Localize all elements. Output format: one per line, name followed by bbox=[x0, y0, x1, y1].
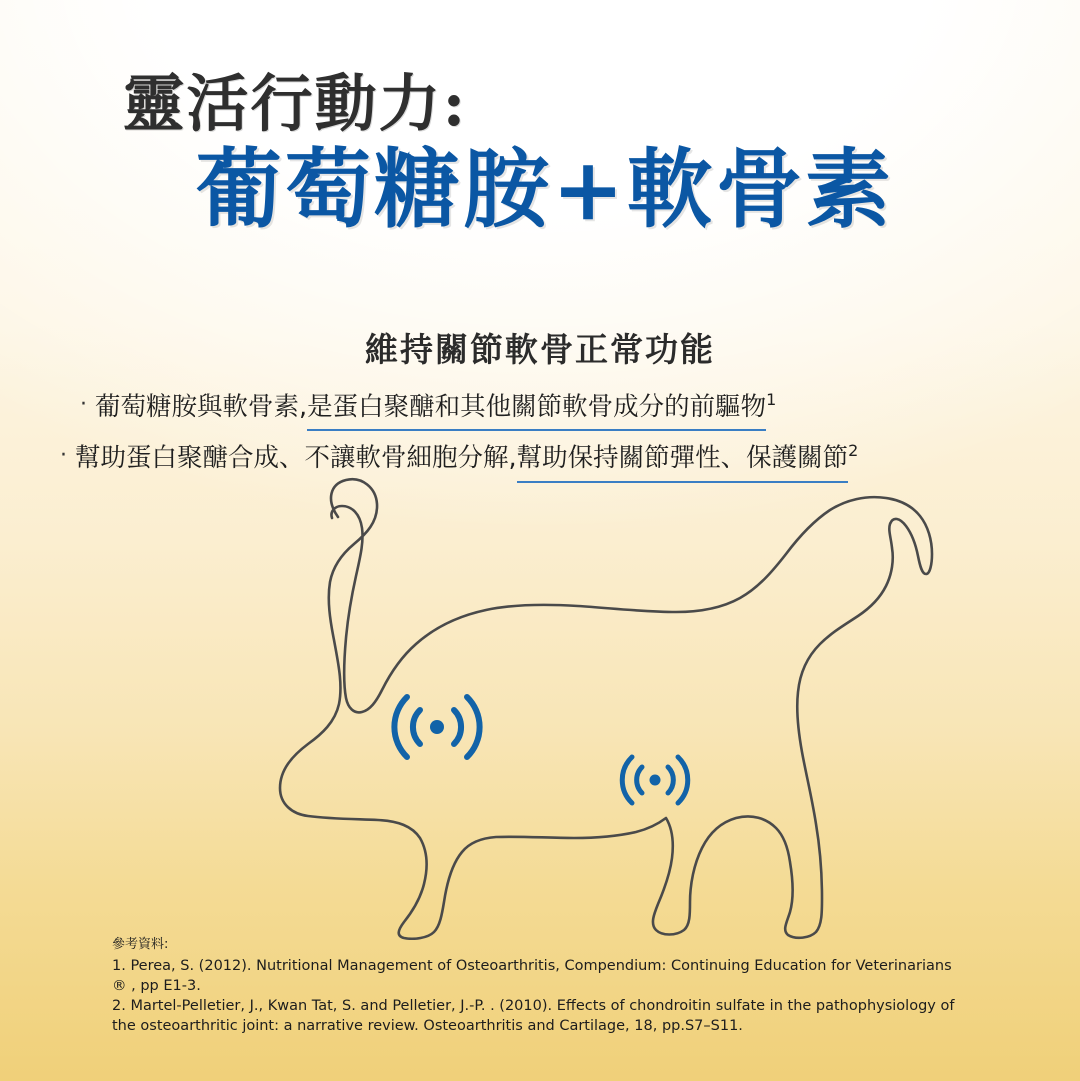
subtitle: 維持關節軟骨正常功能 bbox=[365, 330, 715, 369]
page-title-line2: 葡萄糖胺+軟骨素 bbox=[195, 139, 895, 241]
bullet-dot-icon: · bbox=[80, 392, 87, 417]
reference-item: 2. Martel-Pelletier, J., Kwan Tat, S. and Pelletier, J.-P. . (2010). Effects of chondroitin sulfate in the pathophysiology of bbox=[112, 997, 955, 1014]
bullet-text-underlined: 是蛋白聚醣和其他關節軟骨成分的前驅物 bbox=[307, 388, 766, 431]
reference-item: ® , pp E1-3. bbox=[112, 977, 201, 994]
reference-superscript: 2 bbox=[848, 441, 859, 461]
list-item bbox=[60, 388, 1030, 431]
page-title-line1: 靈活行動力: bbox=[122, 67, 468, 140]
references-block bbox=[112, 936, 992, 1036]
reference-item: 1. Perea, S. (2012). Nutritional Management of Osteoarthritis, Compendium: Continuing Education for Veterinarians bbox=[112, 957, 952, 974]
joint-marker-icon bbox=[622, 757, 688, 803]
cat-illustration bbox=[0, 470, 1080, 940]
reference-superscript: 1 bbox=[766, 390, 777, 409]
cat-outline-icon bbox=[0, 470, 1080, 940]
title-block bbox=[0, 67, 1080, 241]
bullet-dot-icon: · bbox=[60, 443, 67, 469]
bullet-text-plain: 葡萄糖胺與軟骨素, bbox=[95, 392, 308, 422]
joint-marker-icon bbox=[394, 697, 479, 757]
reference-item: the osteoarthritic joint: a narrative review. Osteoarthritis and Cartilage, 18, pp.S7–S11. bbox=[112, 1017, 743, 1034]
bullet-text-underlined: 幫助保持關節彈性、保護關節 bbox=[517, 439, 849, 482]
bullet-text-plain: 幫助蛋白聚醣合成、不讓軟骨細胞分解, bbox=[75, 443, 517, 474]
references-heading: 參考資料: bbox=[112, 937, 169, 952]
